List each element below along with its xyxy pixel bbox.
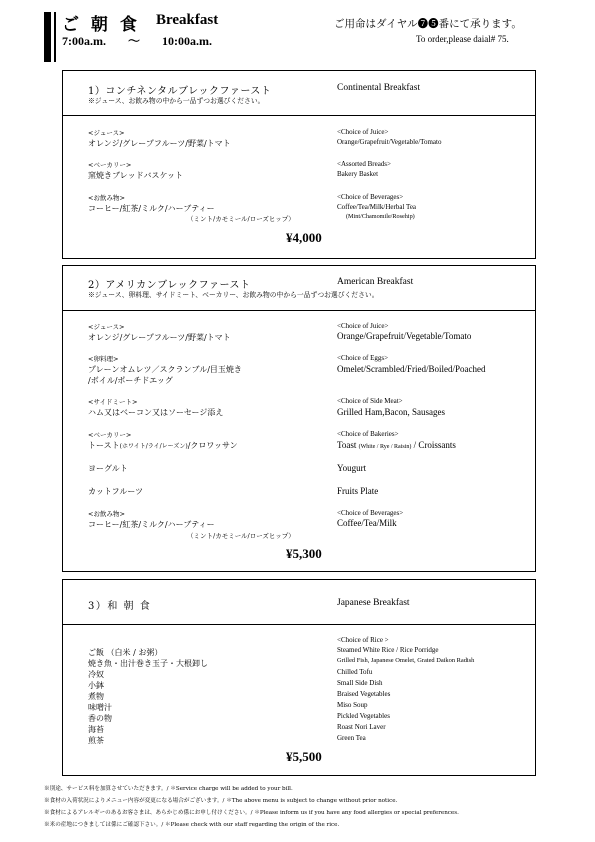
american-bakery-croissant-jp: /クロワッサン [187,441,238,450]
continental-juice-items-en: Orange/Grapefruit/Vegetable/Tomato [337,138,442,146]
page-title-jp: ご 朝 食 [62,15,140,35]
american-egg-category-jp: <卵料理> [88,355,119,363]
continental-drink-items-en: Coffee/Tea/Milk/Herbal Tea [337,203,417,211]
american-bakery-category-jp: <ベーカリー> [88,431,132,439]
japanese-price: ¥5,500 [286,749,322,764]
american-juice-items-jp: オレンジ/グレープフルーツ/野菜/トマト [88,333,231,342]
footnote-rice-origin: ※米の産地につきましては係にご確認下さい。/ ＊Please check with our staff regarding the origin of the rice. [44,822,340,828]
continental-juice-category-jp: <ジュース> [88,129,125,137]
continental-drink-category-jp: <お飲み物> [88,194,125,202]
continental-price: ¥4,000 [286,230,322,245]
japanese-item-en: Pickled Vegetables [337,712,390,720]
american-fruit-en: Fruits Plate [337,486,379,496]
american-title-en: American Breakfast [337,277,414,287]
japanese-item-en: Chilled Tofu [337,668,373,676]
american-meat-category-jp: <サイドミート> [88,398,138,406]
american-bakery-croissant-en: / Croissants [413,440,456,450]
continental-juice-category-en: <Choice of Juice> [337,128,389,136]
american-title-jp: 2）アメリカンブレックファースト [88,280,251,291]
japanese-item-jp: 焼き魚・出汁巻き玉子・大根卸し [88,659,208,668]
american-bakery-toast-options-jp: (ホワイト/ライ/レーズン) [119,443,188,450]
japanese-item-en: Miso Soup [337,701,368,709]
japanese-item-jp: ご飯 （白米 / お粥） [88,648,163,657]
hours-separator: ～ [128,34,141,48]
american-egg-items-jp: プレーンオムレツ／スクランブル/目玉焼き [88,365,242,374]
japanese-item-jp: 冷奴 [88,670,104,679]
service-hours [62,32,212,49]
continental-note: ※ジュース、お飲み物の中から一品ずつお選びください。 [88,97,265,105]
american-meat-items-en: Grilled Ham,Bacon, Sausages [337,407,445,417]
japanese-item-en: Braised Vegetables [337,690,391,698]
american-price: ¥5,300 [286,546,322,561]
american-drink-category-en: <Choice of Beverages> [337,509,404,517]
american-fruit-jp: カットフルーツ [88,487,144,496]
american-bakery-toast-en: Toast [337,440,357,450]
continental-drink-sub-jp: （ミント/カモミール/ローズヒップ） [187,215,295,223]
header-bar-thin [54,12,56,62]
header-bar-thick [44,12,51,62]
continental-drink-sub-en: (Mint/Chamomile/Rosehip) [346,213,415,220]
american-juice-items-en: Orange/Grapefruit/Vegetable/Tomato [337,331,472,341]
american-bakery-toast-jp: トースト [88,441,120,450]
japanese-item-jp: 小鉢 [88,681,104,690]
american-note: ※ジュース、卵料理、サイドミート、ベーカリー、お飲み物の中から一品ずつお選びください。 [88,291,379,299]
american-bakery-category-en: <Choice of Bakeries> [337,430,399,438]
continental-title-en: Continental Breakfast [337,83,421,93]
continental-juice-items-jp: オレンジ/グレープフルーツ/野菜/トマト [88,139,231,148]
page-title-en: Breakfast [156,12,219,28]
continental-drink-items-jp: コーヒー/紅茶/ミルク/ハーブティー [88,204,215,213]
japanese-item-jp: 煮物 [88,692,104,701]
japanese-title-jp: 3）和 朝 食 [88,601,152,612]
hours-end: 10:00a.m. [162,34,213,48]
continental-drink-category-en: <Choice of Beverages> [337,193,404,201]
american-drink-category-jp: <お飲み物> [88,510,125,518]
american-yogurt-jp: ヨーグルト [88,464,128,473]
american-egg-items-en: Omelet/Scrambled/Fried/Boiled/Poached [337,364,486,374]
american-meat-category-en: <Choice of Side Meat> [337,397,403,405]
continental-title-jp: 1）コンチネンタルブレックファースト [88,86,272,97]
japanese-item-en: Steamed White Rice / Rice Porridge [337,646,439,654]
japanese-item-jp: 海苔 [88,725,104,734]
japanese-item-en: Roast Nori Laver [337,723,386,731]
continental-bakery-items-en: Bakery Basket [337,170,379,178]
footnote-allergy: ※食材によるアレルギーのあるお客さまは、あらかじめ係にお申し付けください。/ ＊Please inform us if you have any food allergies or special preferences. [44,810,459,816]
american-drink-items-en: Coffee/Tea/Milk [337,518,397,528]
japanese-title-en: Japanese Breakfast [337,598,410,608]
american-bakery-toast-options-en: (White / Rye / Raisin) [358,444,412,450]
american-juice-category-en: <Choice of Juice> [337,322,389,330]
footnote-service-charge: ※別途、サービス料を加算させていただきます。/ ＊Service charge will be added to your bill. [44,786,293,792]
continental-bakery-items-jp: 窯焼きブレッドバスケット [88,171,184,180]
japanese-rice-category-en: <Choice of Rice > [337,636,389,644]
american-bakery-items-en [337,440,456,450]
american-egg-items-jp-line2: /ボイル/ポーチドエッグ [88,376,173,385]
japanese-item-en: Green Tea [337,734,366,742]
american-juice-category-jp: <ジュース> [88,323,125,331]
footnote-menu-change: ※食材の入荷状況によりメニュー内容が変更になる場合がございます。/ ＊The above menu is subject to change without prior notice. [44,798,398,804]
order-instructions-en: To order,please daial# 75. [416,34,509,44]
continental-bakery-category-jp: <ベーカリー> [88,161,132,169]
japanese-item-en: Grilled Fish, Japanese Omelet, Grated Daikon Radish [337,657,475,664]
american-yogurt-en: Yougurt [337,463,367,473]
hours-start: 7:00a.m. [62,34,106,48]
japanese-item-en: Small Side Dish [337,679,383,687]
japanese-item-jp: 煎茶 [88,736,104,745]
american-egg-category-en: <Choice of Eggs> [337,354,389,362]
american-drink-sub-jp: （ミント/カモミール/ローズヒップ） [187,532,295,540]
order-instructions-jp: ご用命はダイヤル❼❺番にて承ります。 [334,18,522,30]
japanese-item-jp: 味噌汁 [88,703,112,712]
american-bakery-items-jp [88,440,238,451]
japanese-item-jp: 香の物 [88,714,112,723]
american-drink-items-jp: コーヒー/紅茶/ミルク/ハーブティー [88,520,215,529]
continental-bakery-category-en: <Assorted Breads> [337,160,391,168]
american-meat-items-jp: ハム又はベーコン又はソーセージ添え [88,408,224,417]
